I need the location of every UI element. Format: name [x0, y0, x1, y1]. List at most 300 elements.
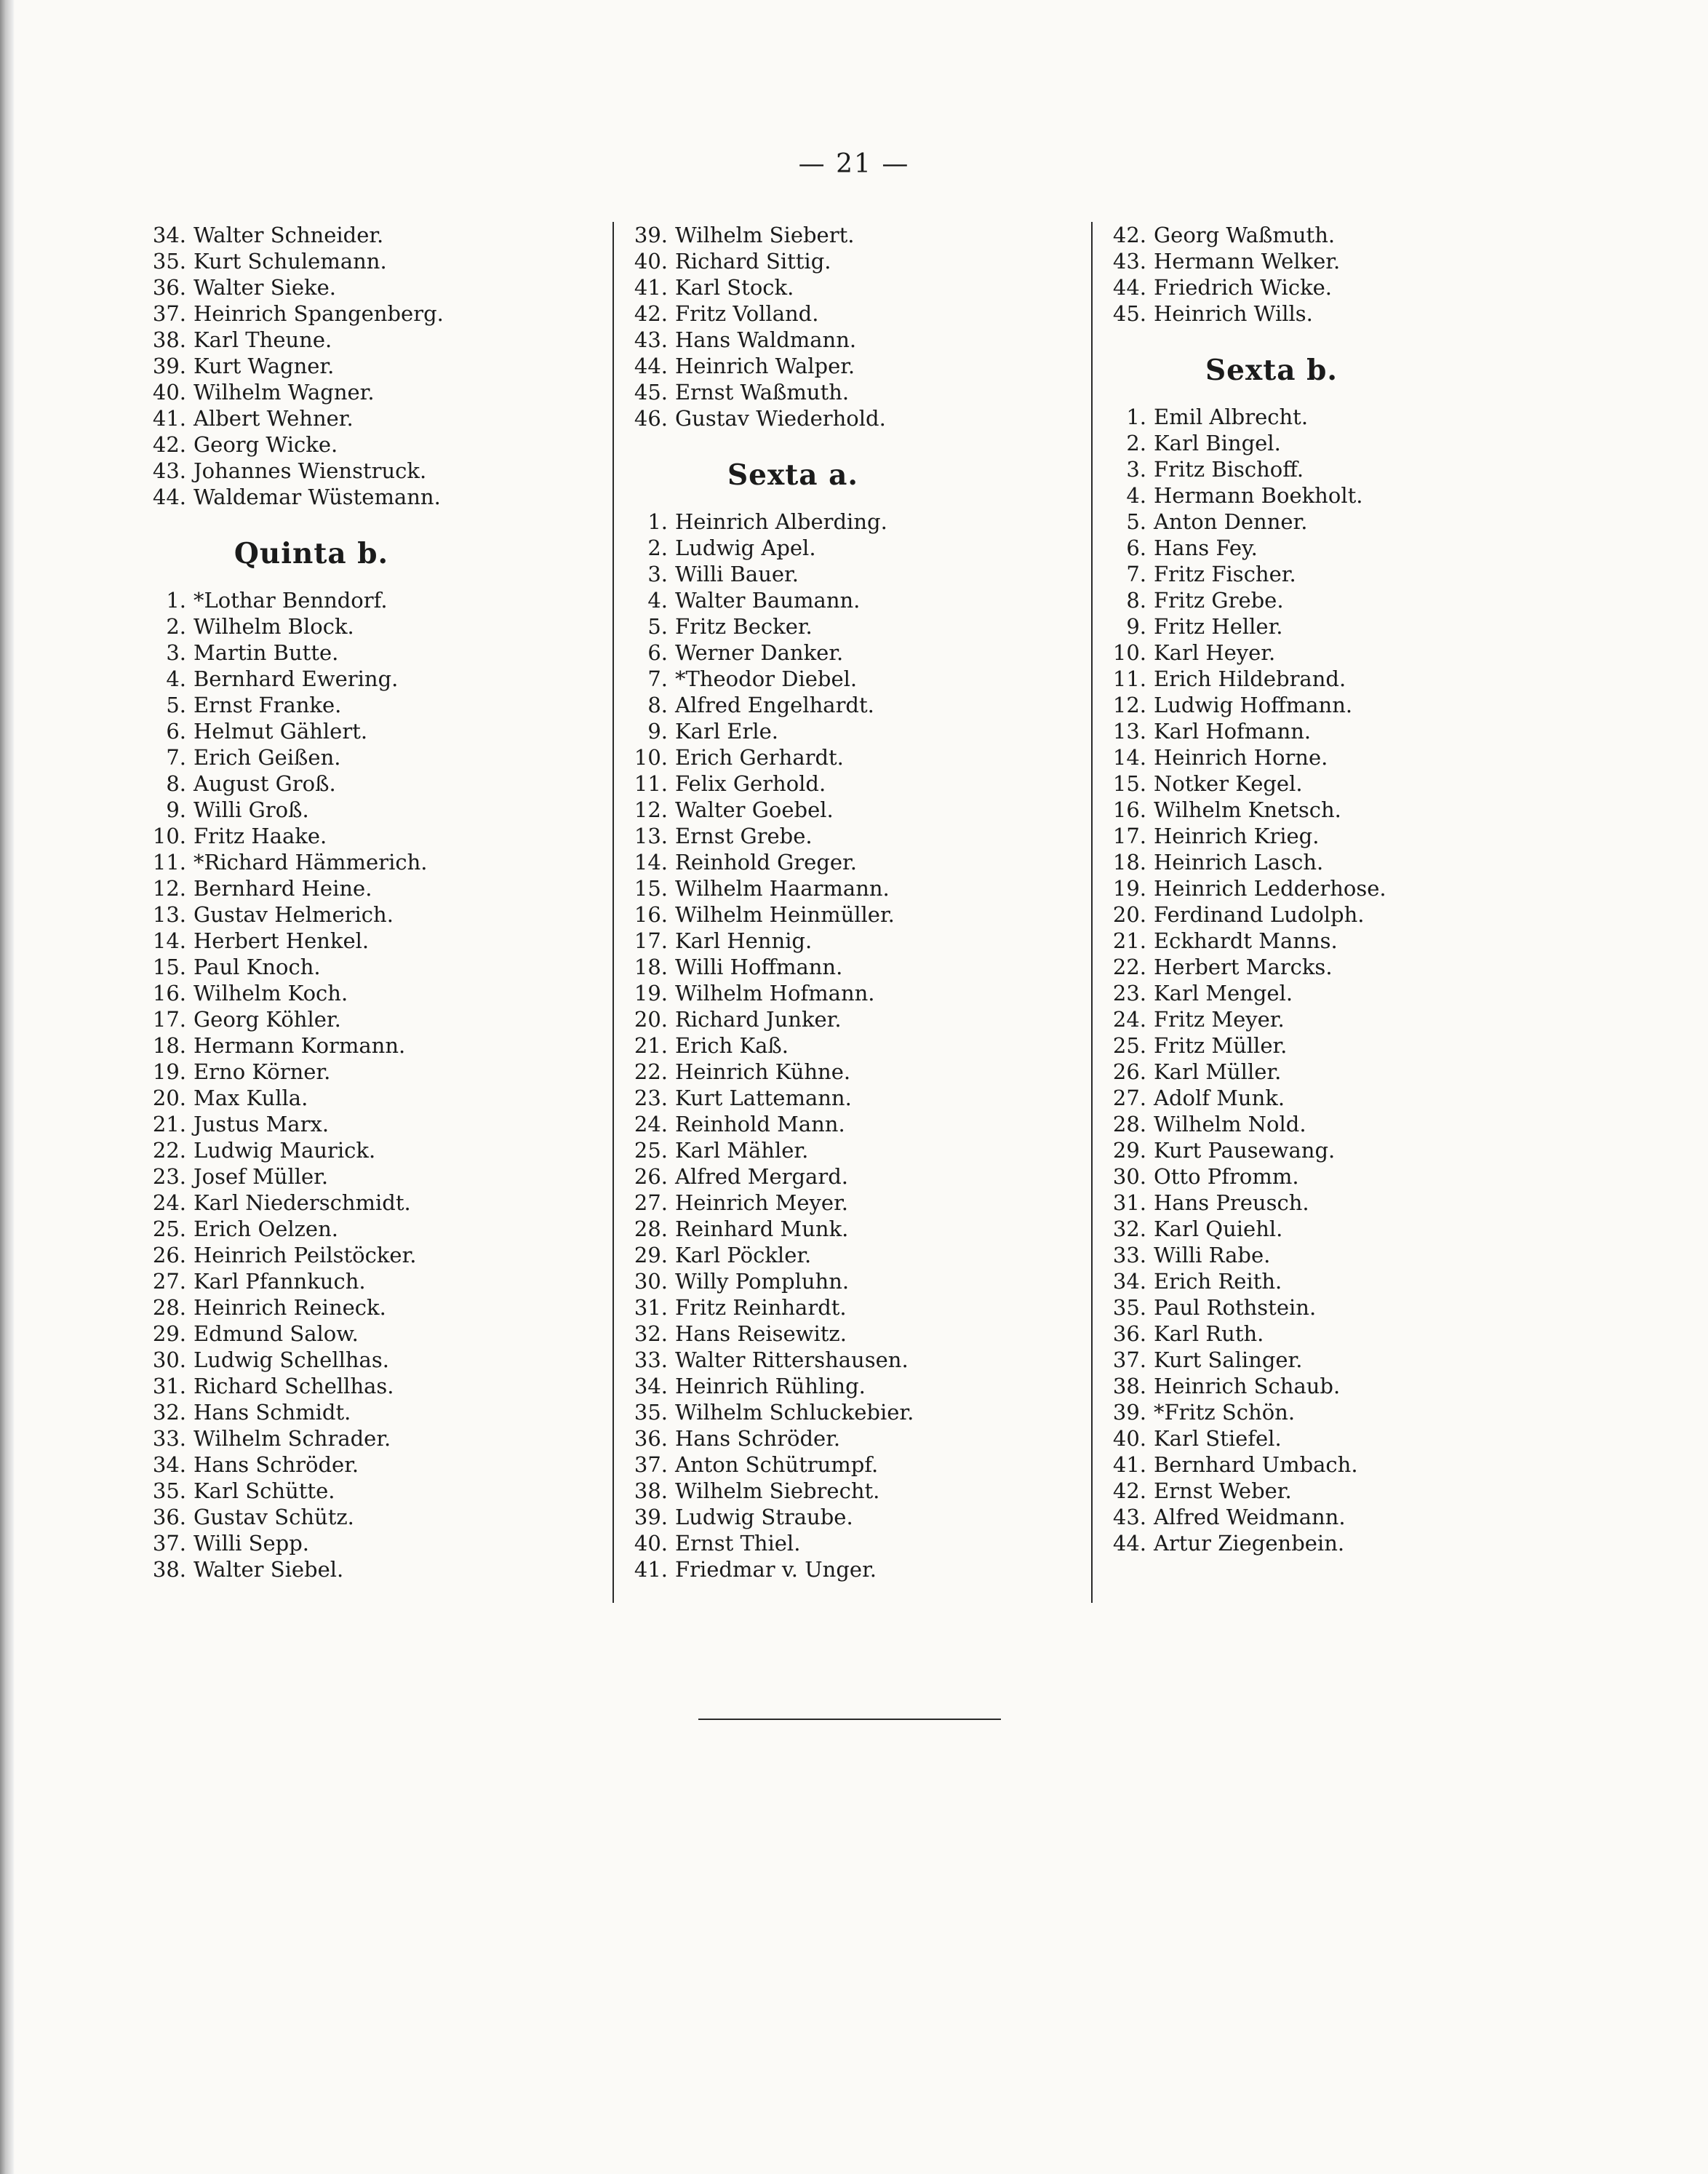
page-binding-edge: [0, 0, 15, 2174]
student-name: Johannes Wienstruck.: [193, 458, 427, 483]
entry-number: 8.: [166, 771, 186, 796]
student-name: Karl Stock.: [675, 275, 794, 300]
list-item: [1097, 928, 1563, 954]
student-name: *Richard Hämmerich.: [193, 850, 428, 875]
list-item: [137, 692, 602, 718]
entry-number: 25.: [634, 1138, 668, 1163]
entry-number: 18.: [634, 955, 668, 979]
list-item: [137, 1163, 602, 1190]
entry-number: 5.: [166, 693, 186, 717]
student-name: Ernst Waßmuth.: [675, 380, 850, 405]
student-name: Georg Köhler.: [193, 1007, 341, 1032]
student-name: Alfred Mergard.: [675, 1164, 848, 1189]
student-name: Willi Groß.: [193, 797, 309, 822]
student-name: Walter Schneider.: [193, 223, 384, 247]
list-item: [137, 797, 602, 823]
entry-number: 8.: [647, 693, 668, 717]
student-name: Anton Schütrumpf.: [675, 1452, 879, 1477]
list-item: [1097, 1294, 1563, 1321]
list-item: [1097, 771, 1563, 797]
student-name: Heinrich Walper.: [675, 354, 855, 378]
student-name: Ernst Weber.: [1154, 1478, 1292, 1503]
entry-number: 9.: [647, 719, 668, 744]
entry-number: 24.: [1112, 1007, 1146, 1032]
entry-number: 21.: [1112, 928, 1146, 953]
list-item: [1097, 1111, 1563, 1137]
student-name: Karl Pfannkuch.: [193, 1269, 366, 1294]
list-item: [137, 222, 602, 248]
student-name: Waldemar Wüstemann.: [193, 485, 441, 509]
student-name: Bernhard Ewering.: [193, 666, 399, 691]
list-item: [618, 1190, 1084, 1216]
list-item: [137, 744, 602, 771]
list-item: [137, 1294, 602, 1321]
entry-number: 4.: [647, 588, 668, 613]
list-item: [137, 1242, 602, 1268]
student-name: Ernst Franke.: [193, 693, 342, 717]
student-name: Wilhelm Nold.: [1154, 1112, 1306, 1136]
student-name: Karl Schütte.: [193, 1478, 335, 1503]
student-name: Heinrich Spangenberg.: [193, 301, 444, 326]
list-item: [137, 1373, 602, 1399]
student-name: Justus Marx.: [193, 1112, 330, 1136]
list-item: [618, 1111, 1084, 1137]
entry-number: 29.: [152, 1321, 186, 1346]
student-name: Erich Gerhardt.: [675, 745, 844, 770]
entry-number: 42.: [634, 301, 668, 326]
name-list: [618, 509, 1084, 1582]
student-name: Fritz Becker.: [675, 614, 813, 639]
entry-number: 27.: [634, 1190, 668, 1215]
list-item: [137, 248, 602, 274]
list-item: [137, 1006, 602, 1032]
list-item: [618, 1399, 1084, 1425]
entry-number: 31.: [1112, 1190, 1146, 1215]
entry-number: 43.: [1112, 1505, 1146, 1529]
student-name: Willi Hoffmann.: [675, 955, 843, 979]
entry-number: 42.: [1112, 223, 1146, 247]
list-item: [618, 1294, 1084, 1321]
list-item: [618, 744, 1084, 771]
student-name: Kurt Pausewang.: [1154, 1138, 1336, 1163]
list-item: [1097, 1242, 1563, 1268]
list-item: [137, 640, 602, 666]
list-item: [1097, 901, 1563, 928]
list-item: [137, 875, 602, 901]
list-item: [618, 1085, 1084, 1111]
entry-number: 15.: [152, 955, 186, 979]
entry-number: 42.: [1112, 1478, 1146, 1503]
entry-number: 11.: [634, 771, 668, 796]
student-name: *Theodor Diebel.: [675, 666, 858, 691]
list-item: [137, 771, 602, 797]
entry-number: 19.: [1112, 876, 1146, 901]
list-item: [618, 587, 1084, 613]
list-item: [137, 1478, 602, 1504]
entry-number: 29.: [1112, 1138, 1146, 1163]
student-name: Kurt Wagner.: [193, 354, 335, 378]
entry-number: 17.: [1112, 824, 1146, 848]
student-name: Fritz Meyer.: [1154, 1007, 1285, 1032]
list-item: [137, 379, 602, 405]
entry-number: 1.: [166, 588, 186, 613]
closing-rule: [698, 1719, 1001, 1720]
entry-number: 3.: [1126, 457, 1146, 482]
entry-number: 40.: [634, 249, 668, 274]
list-item: [1097, 797, 1563, 823]
list-item: [1097, 1347, 1563, 1373]
name-list: [137, 222, 602, 510]
list-item: [1097, 456, 1563, 482]
list-item: [1097, 535, 1563, 561]
entry-number: 28.: [152, 1295, 186, 1320]
column-divider: [1091, 222, 1093, 1603]
list-item: [618, 613, 1084, 640]
entry-number: 45.: [1112, 301, 1146, 326]
list-item: [618, 849, 1084, 875]
student-name: Karl Pöckler.: [675, 1243, 812, 1267]
student-name: Heinrich Horne.: [1154, 745, 1328, 770]
list-item: [618, 535, 1084, 561]
entry-number: 22.: [1112, 955, 1146, 979]
entry-number: 44.: [634, 354, 668, 378]
list-item: [618, 222, 1084, 248]
list-item: [1097, 1321, 1563, 1347]
student-name: Walter Siebel.: [193, 1557, 344, 1582]
page-number: — 21 —: [798, 149, 910, 179]
list-item: [137, 353, 602, 379]
entry-number: 4.: [166, 666, 186, 691]
list-item: [618, 1006, 1084, 1032]
entry-number: 39.: [634, 1505, 668, 1529]
list-item: [1097, 587, 1563, 613]
list-item: [137, 1530, 602, 1556]
list-item: [137, 274, 602, 300]
student-name: Erich Geißen.: [193, 745, 341, 770]
list-item: [1097, 666, 1563, 692]
entry-number: 2.: [1126, 431, 1146, 455]
section-title-quinta-b: Quinta b.: [234, 537, 389, 570]
list-item: [1097, 1478, 1563, 1504]
student-name: Walter Baumann.: [675, 588, 861, 613]
entry-number: 26.: [634, 1164, 668, 1189]
student-name: Fritz Volland.: [675, 301, 819, 326]
student-name: Ludwig Maurick.: [193, 1138, 376, 1163]
entry-number: 41.: [634, 1557, 668, 1582]
list-item: [1097, 744, 1563, 771]
entry-number: 36.: [634, 1426, 668, 1451]
list-item: [618, 561, 1084, 587]
student-name: Reinhold Greger.: [675, 850, 857, 875]
student-name: Fritz Müller.: [1154, 1033, 1288, 1058]
entry-number: 34.: [1112, 1269, 1146, 1294]
entry-number: 14.: [634, 850, 668, 875]
list-item: [1097, 1452, 1563, 1478]
column-3: [1097, 222, 1563, 1556]
student-name: Edmund Salow.: [193, 1321, 359, 1346]
student-name: Erich Hildebrand.: [1154, 666, 1346, 691]
student-name: Ernst Thiel.: [675, 1531, 801, 1556]
list-item: [618, 901, 1084, 928]
entry-number: 17.: [634, 928, 668, 953]
entry-number: 2.: [647, 535, 668, 560]
entry-number: 43.: [634, 327, 668, 352]
entry-number: 43.: [1112, 249, 1146, 274]
entry-number: 26.: [1112, 1059, 1146, 1084]
student-name: Wilhelm Block.: [193, 614, 354, 639]
entry-number: 40.: [1112, 1426, 1146, 1451]
student-name: Ludwig Hoffmann.: [1154, 693, 1353, 717]
list-item: [137, 484, 602, 510]
list-item: [1097, 1137, 1563, 1163]
student-name: Fritz Fischer.: [1154, 562, 1296, 586]
entry-number: 22.: [634, 1059, 668, 1084]
entry-number: 43.: [152, 458, 186, 483]
entry-number: 13.: [152, 902, 186, 927]
student-name: Notker Kegel.: [1154, 771, 1303, 796]
list-item: [137, 666, 602, 692]
list-item: [618, 666, 1084, 692]
student-name: Ferdinand Ludolph.: [1154, 902, 1365, 927]
student-name: Wilhelm Schrader.: [193, 1426, 391, 1451]
entry-number: 20.: [152, 1086, 186, 1110]
list-item: [618, 1242, 1084, 1268]
list-item: [618, 1452, 1084, 1478]
list-item: [137, 1321, 602, 1347]
student-name: Fritz Haake.: [193, 824, 327, 848]
student-name: Willi Rabe.: [1154, 1243, 1271, 1267]
student-name: Karl Ruth.: [1154, 1321, 1264, 1346]
student-name: Ernst Grebe.: [675, 824, 813, 848]
list-item: [618, 1321, 1084, 1347]
student-name: Friedmar v. Unger.: [675, 1557, 877, 1582]
entry-number: 24.: [634, 1112, 668, 1136]
list-item: [1097, 561, 1563, 587]
student-name: Bernhard Heine.: [193, 876, 372, 901]
entry-number: 12.: [152, 876, 186, 901]
list-item: [137, 718, 602, 744]
list-item: [618, 640, 1084, 666]
list-item: [137, 1085, 602, 1111]
student-name: Walter Goebel.: [675, 797, 834, 822]
student-name: Willi Bauer.: [675, 562, 799, 586]
list-item: [137, 327, 602, 353]
list-item: [618, 718, 1084, 744]
student-name: Alfred Weidmann.: [1154, 1505, 1346, 1529]
entry-number: 35.: [1112, 1295, 1146, 1320]
entry-number: 12.: [1112, 693, 1146, 717]
student-name: *Lothar Benndorf.: [193, 588, 388, 613]
entry-number: 38.: [634, 1478, 668, 1503]
student-name: Otto Pfromm.: [1154, 1164, 1299, 1189]
entry-number: 27.: [1112, 1086, 1146, 1110]
student-name: Karl Heyer.: [1154, 640, 1276, 665]
student-name: Wilhelm Siebrecht.: [675, 1478, 880, 1503]
list-item: [618, 405, 1084, 431]
entry-number: 5.: [1126, 509, 1146, 534]
student-name: Heinrich Meyer.: [675, 1190, 848, 1215]
student-name: Ludwig Schellhas.: [193, 1347, 389, 1372]
student-name: Helmut Gählert.: [193, 719, 368, 744]
student-name: Fritz Bischoff.: [1154, 457, 1304, 482]
entry-number: 8.: [1126, 588, 1146, 613]
list-item: [137, 1504, 602, 1530]
list-item: [137, 587, 602, 613]
list-item: [618, 300, 1084, 327]
list-item: [137, 1190, 602, 1216]
student-name: Wilhelm Heinmüller.: [675, 902, 895, 927]
list-item: [137, 1452, 602, 1478]
student-name: Kurt Schulemann.: [193, 249, 387, 274]
entry-number: 37.: [152, 1531, 186, 1556]
entry-number: 34.: [634, 1374, 668, 1398]
student-name: Heinrich Lasch.: [1154, 850, 1324, 875]
entry-number: 6.: [647, 640, 668, 665]
column-1: [137, 222, 602, 1582]
list-item: [618, 248, 1084, 274]
student-name: Heinrich Rühling.: [675, 1374, 866, 1398]
student-name: Hermann Welker.: [1154, 249, 1341, 274]
entry-number: 26.: [152, 1243, 186, 1267]
list-item: [1097, 1085, 1563, 1111]
student-name: Erich Kaß.: [675, 1033, 789, 1058]
list-item: [1097, 222, 1563, 248]
student-name: Wilhelm Haarmann.: [675, 876, 890, 901]
entry-number: 4.: [1126, 483, 1146, 508]
student-name: Georg Waßmuth.: [1154, 223, 1336, 247]
entry-number: 9.: [1126, 614, 1146, 639]
list-item: [1097, 640, 1563, 666]
entry-number: 37.: [1112, 1347, 1146, 1372]
student-name: Hans Schröder.: [193, 1452, 359, 1477]
list-item: [1097, 1425, 1563, 1452]
list-item: [618, 1504, 1084, 1530]
entry-number: 19.: [634, 981, 668, 1006]
list-item: [1097, 1504, 1563, 1530]
student-name: Heinrich Ledderhose.: [1154, 876, 1386, 901]
student-name: Artur Ziegenbein.: [1154, 1531, 1345, 1556]
entry-number: 29.: [634, 1243, 668, 1267]
entry-number: 38.: [1112, 1374, 1146, 1398]
student-name: Gustav Wiederhold.: [675, 406, 886, 431]
entry-number: 18.: [1112, 850, 1146, 875]
student-name: Gustav Helmerich.: [193, 902, 394, 927]
list-item: [137, 823, 602, 849]
student-name: Heinrich Krieg.: [1154, 824, 1320, 848]
list-item: [137, 1111, 602, 1137]
entry-number: 7.: [647, 666, 668, 691]
list-item: [1097, 404, 1563, 430]
list-item: [137, 849, 602, 875]
student-name: Anton Denner.: [1154, 509, 1308, 534]
list-item: [137, 928, 602, 954]
list-item: [1097, 1059, 1563, 1085]
list-item: [618, 771, 1084, 797]
list-item: [1097, 980, 1563, 1006]
column-divider: [612, 222, 614, 1603]
list-item: [1097, 482, 1563, 509]
student-name: Fritz Heller.: [1154, 614, 1283, 639]
student-name: Martin Butte.: [193, 640, 339, 665]
student-name: *Fritz Schön.: [1154, 1400, 1296, 1425]
list-item: [618, 1478, 1084, 1504]
list-item: [1097, 1190, 1563, 1216]
list-item: [618, 1268, 1084, 1294]
student-name: Gustav Schütz.: [193, 1505, 354, 1529]
student-name: Hans Schröder.: [675, 1426, 841, 1451]
entry-number: 14.: [152, 928, 186, 953]
entry-number: 5.: [647, 614, 668, 639]
student-name: Richard Junker.: [675, 1007, 842, 1032]
list-item: [137, 1137, 602, 1163]
entry-number: 33.: [1112, 1243, 1146, 1267]
entry-number: 23.: [152, 1164, 186, 1189]
name-list: [137, 587, 602, 1582]
student-name: Emil Albrecht.: [1154, 405, 1309, 429]
list-item: [618, 379, 1084, 405]
list-item: [1097, 692, 1563, 718]
entry-number: 27.: [152, 1269, 186, 1294]
student-name: Bernhard Umbach.: [1154, 1452, 1358, 1477]
student-name: Hans Schmidt.: [193, 1400, 351, 1425]
student-name: Heinrich Reineck.: [193, 1295, 386, 1320]
list-item: [618, 1425, 1084, 1452]
student-name: Heinrich Schaub.: [1154, 1374, 1341, 1398]
list-item: [1097, 875, 1563, 901]
section-title-sexta-b: Sexta b.: [1205, 354, 1338, 387]
student-name: Reinhold Mann.: [675, 1112, 845, 1136]
list-item: [618, 1556, 1084, 1582]
entry-number: 3.: [647, 562, 668, 586]
student-name: Kurt Lattemann.: [675, 1086, 852, 1110]
entry-number: 41.: [634, 275, 668, 300]
student-name: Hans Waldmann.: [675, 327, 857, 352]
list-item: [137, 1399, 602, 1425]
entry-number: 24.: [152, 1190, 186, 1215]
entry-number: 13.: [1112, 719, 1146, 744]
entry-number: 41.: [1112, 1452, 1146, 1477]
entry-number: 37.: [152, 301, 186, 326]
student-name: Karl Quiehl.: [1154, 1217, 1283, 1241]
list-item: [618, 1216, 1084, 1242]
list-item: [618, 327, 1084, 353]
student-name: Willy Pompluhn.: [675, 1269, 850, 1294]
entry-number: 15.: [1112, 771, 1146, 796]
entry-number: 28.: [634, 1217, 668, 1241]
name-list: [1097, 404, 1563, 1556]
student-name: Karl Mengel.: [1154, 981, 1293, 1006]
entry-number: 40.: [634, 1531, 668, 1556]
entry-number: 31.: [634, 1295, 668, 1320]
student-name: Josef Müller.: [193, 1164, 329, 1189]
section-title-sexta-a: Sexta a.: [727, 458, 858, 492]
entry-number: 14.: [1112, 745, 1146, 770]
student-name: Herbert Henkel.: [193, 928, 370, 953]
entry-number: 9.: [166, 797, 186, 822]
student-name: Walter Sieke.: [193, 275, 337, 300]
student-name: Adolf Munk.: [1154, 1086, 1285, 1110]
student-name: August Groß.: [193, 771, 336, 796]
list-item: [1097, 1163, 1563, 1190]
entry-number: 36.: [152, 1505, 186, 1529]
entry-number: 30.: [152, 1347, 186, 1372]
entry-number: 10.: [1112, 640, 1146, 665]
entry-number: 15.: [634, 876, 668, 901]
entry-number: 12.: [634, 797, 668, 822]
entry-number: 39.: [1112, 1400, 1146, 1425]
list-item: [137, 1347, 602, 1373]
student-name: Max Kulla.: [193, 1086, 308, 1110]
